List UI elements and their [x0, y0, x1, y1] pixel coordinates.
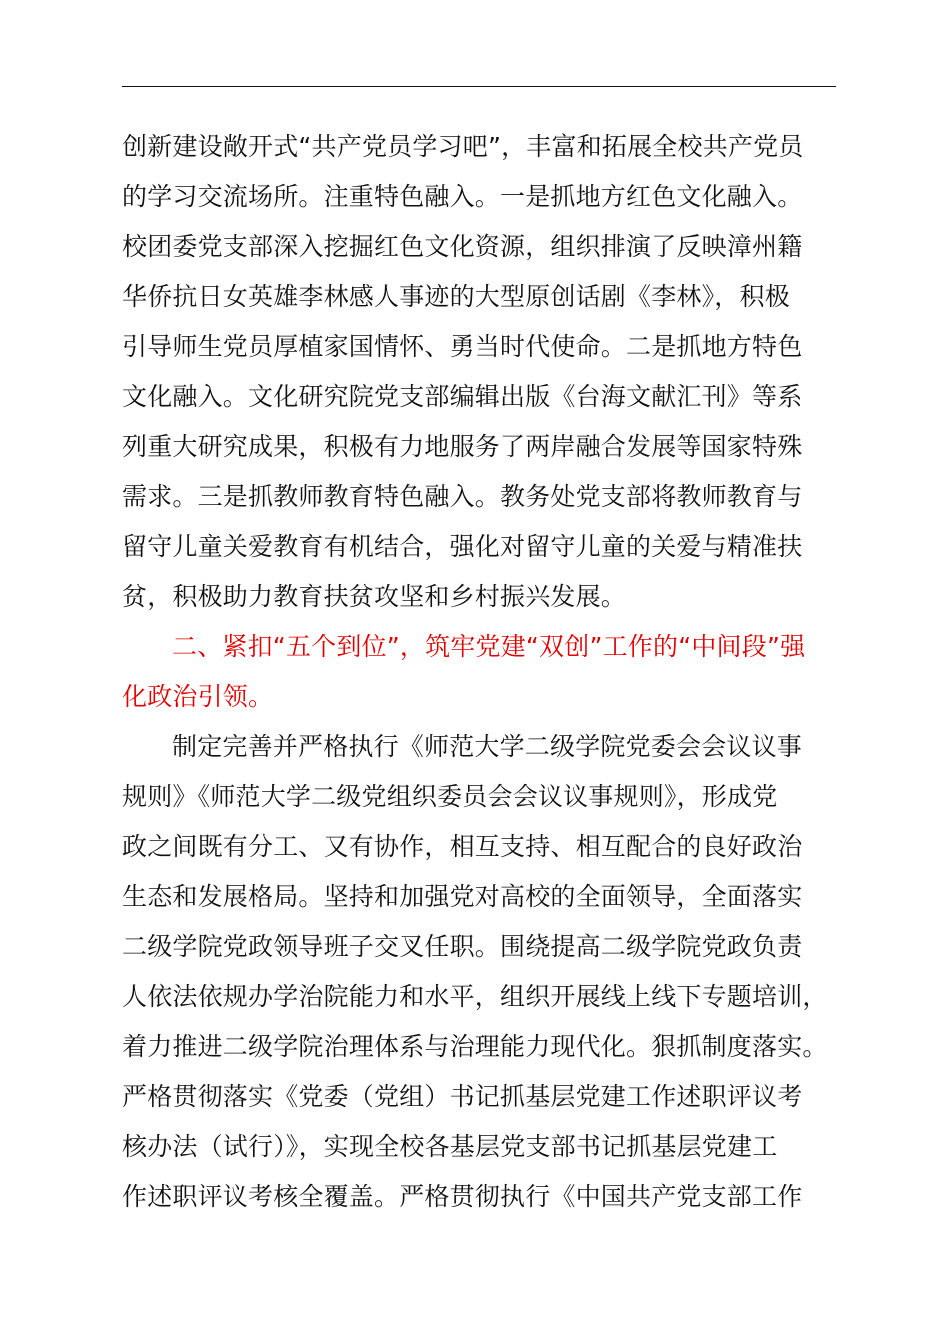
body-text-line: 制定完善并严格执行《师范大学二级学院党委会会议议事: [172, 732, 803, 761]
body-text-line: 生态和发展格局。坚持和加强党对高校的全面领导，全面落实: [122, 882, 803, 911]
body-text-line: 留守儿童关爱教育有机结合，强化对留守儿童的关爱与精准扶: [122, 532, 803, 561]
body-text-line: 列重大研究成果，积极有力地服务了两岸融合发展等国家特殊: [122, 432, 803, 461]
body-text-line: 核办法（试行）》，实现全校各基层党支部书记抓基层党建工: [122, 1132, 778, 1161]
body-text-line: 贫，积极助力教育扶贫攻坚和乡村振兴发展。: [122, 582, 627, 611]
section-heading-line: 二、紧扣“五个到位”，筑牢党建“双创”工作的“中间段”强: [172, 632, 806, 661]
document-body: [122, 122, 862, 1222]
header-rule: [122, 86, 836, 87]
body-text-line: 人依法依规办学治院能力和水平，组织开展线上线下专题培训，: [122, 982, 828, 1011]
body-text-line: 文化融入。文化研究院党支部编辑出版《台海文献汇刊》等系: [122, 382, 803, 411]
body-text-line: 严格贯彻落实《党委（党组）书记抓基层党建工作述职评议考: [122, 1082, 803, 1111]
body-text-line: 华侨抗日女英雄李林感人事迹的大型原创话剧《李林》，积极: [122, 282, 790, 311]
section-heading-line: 化政治引领。: [122, 682, 274, 711]
body-text-line: 引导师生党员厚植家国情怀、勇当时代使命。二是抓地方特色: [122, 332, 803, 361]
body-text-line: 需求。三是抓教师教育特色融入。教务处党支部将教师教育与: [122, 482, 803, 511]
body-text-line: 二级学院党政领导班子交叉任职。围绕提高二级学院党政负责: [122, 932, 803, 961]
body-text-line: 创新建设敞开式“共产党员学习吧”，丰富和拓展全校共产党员: [122, 132, 804, 161]
body-text-line: 政之间既有分工、又有协作，相互支持、相互配合的良好政治: [122, 832, 803, 861]
body-text-line: 校团委党支部深入挖掘红色文化资源，组织排演了反映漳州籍: [122, 232, 803, 261]
body-text-line: 的学习交流场所。注重特色融入。一是抓地方红色文化融入。: [122, 182, 803, 211]
body-text-line: 着力推进二级学院治理体系与治理能力现代化。狠抓制度落实。: [122, 1032, 828, 1061]
body-text-line: 作述职评议考核全覆盖。严格贯彻执行《中国共产党支部工作: [122, 1182, 803, 1211]
body-text-line: 规则》《师范大学二级党组织委员会会议议事规则》，形成党: [122, 782, 778, 811]
